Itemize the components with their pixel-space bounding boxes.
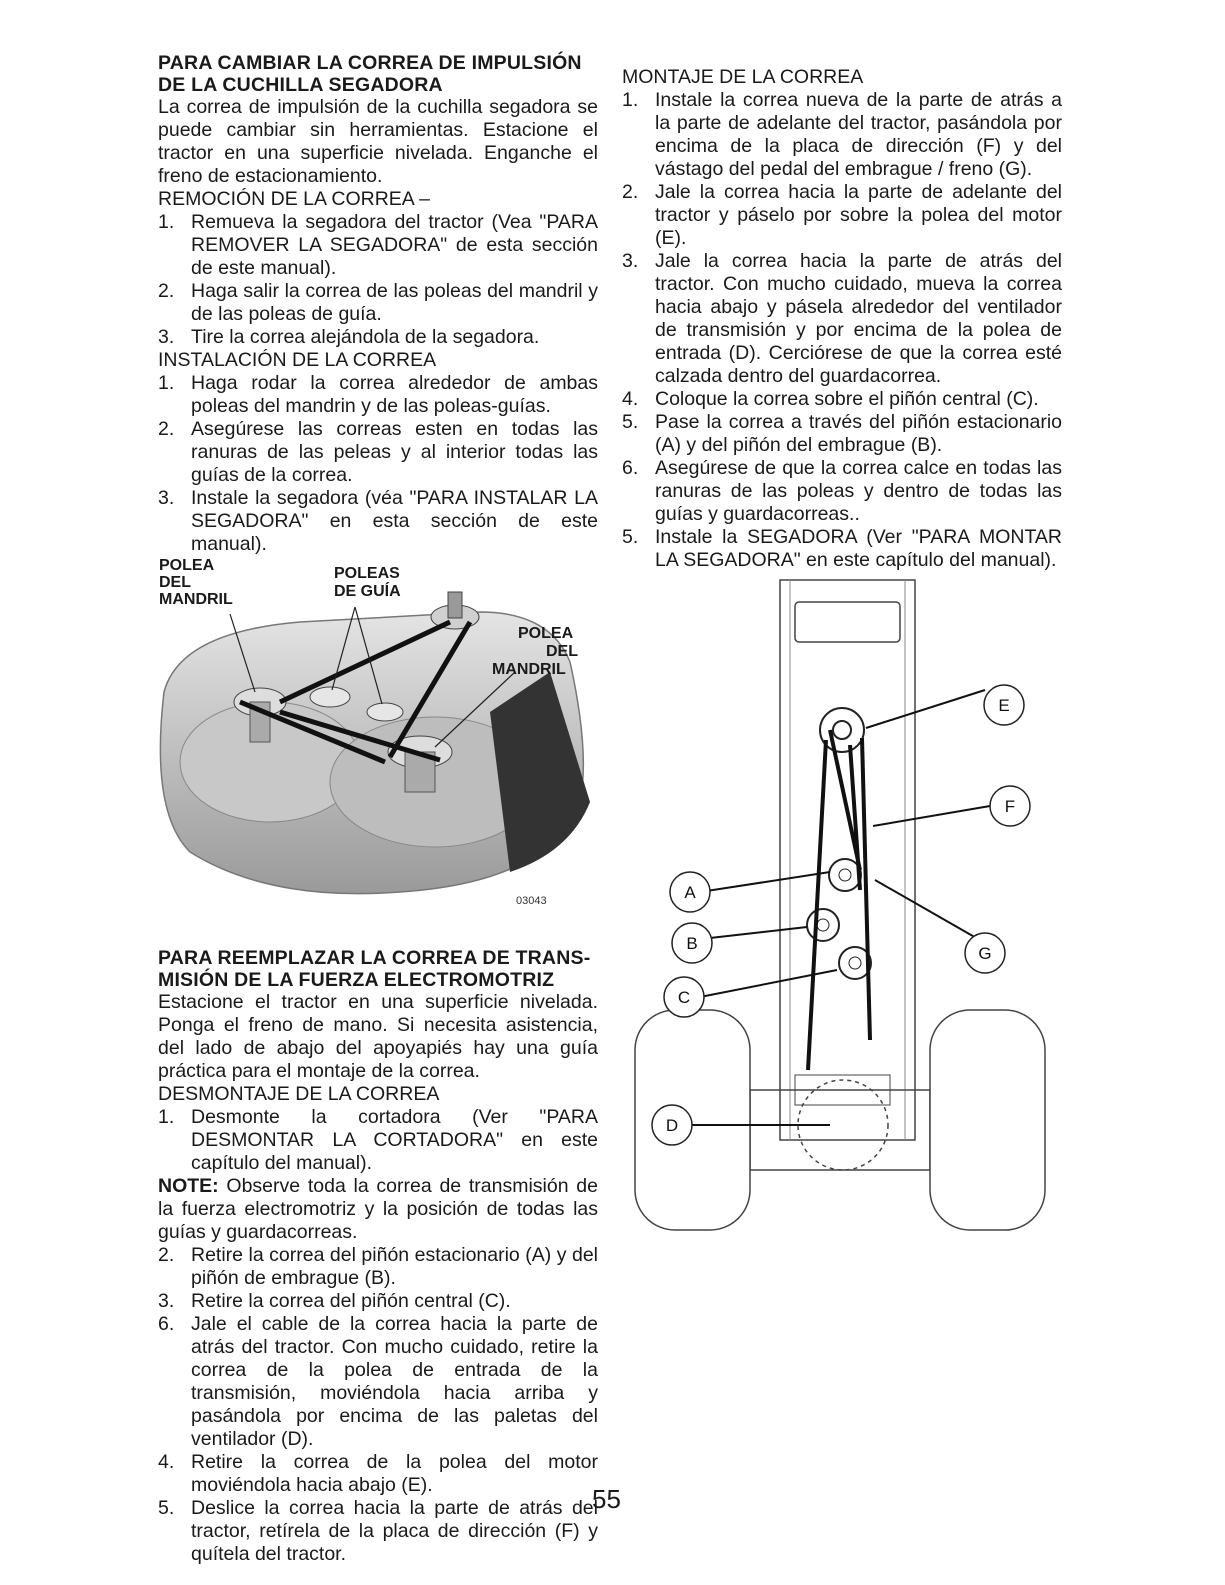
list-item — [158, 418, 598, 487]
step-number: 1. — [622, 89, 639, 111]
list-item — [158, 1451, 598, 1497]
list-item — [158, 326, 598, 349]
intro2-paragraph: Estacione el tractor en una superficie nivelada. Ponga el freno de mano. Si necesita asistencia, del lado de abajo del apoyapiés hay una guía práctica para el montaje de la correa. — [158, 991, 598, 1082]
mower-deck-figure — [150, 552, 600, 914]
list-item — [158, 211, 598, 280]
heading-blade-belt — [158, 52, 598, 96]
heading-pto-belt — [158, 947, 598, 991]
list-item — [158, 1290, 598, 1313]
step-text: Haga salir la correa de las poleas del mandril y de las poleas de guía. — [191, 280, 598, 325]
left-column-lower — [158, 947, 598, 1566]
pto-belt — [808, 730, 870, 1070]
label-e: E — [998, 696, 1010, 715]
step-number: 2. — [158, 418, 175, 440]
install-title: INSTALACIÓN DE LA CORREA — [158, 349, 437, 371]
list-item — [158, 280, 598, 326]
heading-line: PARA REEMPLAZAR LA CORREA DE TRANS- — [158, 947, 591, 969]
step-number: 5. — [158, 1497, 175, 1519]
step-number: 2. — [158, 280, 175, 302]
label-g: G — [978, 944, 992, 963]
list-item — [158, 487, 598, 556]
step-text: Asegúrese las correas esten en todas las ranuras de las peleas y al interior todas las guías de la correa. — [191, 418, 598, 486]
idler-post — [448, 592, 462, 618]
guide-pulley-2 — [367, 703, 403, 721]
step-text: Tire la correa alejándola de la segadora. — [191, 326, 540, 348]
step-text: Retire la correa del piñón estacionario (A) y del piñón de embrague (B). — [191, 1244, 598, 1289]
step-text: Jale el cable de la correa hacia la parte de atrás del tractor. Con mucho cuidado, retire la correa de la polea de entrada de la transmisión, moviéndola hacia arriba y pasándola por encima de las paletas del ventilador (D). — [191, 1313, 598, 1450]
list-item — [622, 388, 1062, 411]
step-text: Asegúrese de que la correa calce en todas las ranuras de las poleas y dentro de todas las guías y guardacorreas.. — [655, 457, 1062, 525]
removal-steps — [158, 211, 598, 349]
figure-code: 03043 — [516, 895, 547, 907]
label-guide-pulleys: POLEAS DE GUÍA — [334, 565, 401, 600]
list-item — [622, 526, 1062, 572]
arrow-e — [866, 690, 985, 728]
label-a: A — [684, 883, 696, 902]
step-number: 6. — [622, 457, 639, 479]
left-column — [158, 52, 598, 556]
label-b: B — [686, 934, 698, 953]
guide-pulley-1 — [310, 687, 350, 707]
arrow-b — [710, 927, 807, 938]
step-number: 4. — [622, 388, 639, 410]
list-item — [158, 1244, 598, 1290]
step-number: 1. — [158, 211, 175, 233]
rear-wheel-right — [930, 1010, 1045, 1230]
step-text: Retire la correa del piñón central (C). — [191, 1290, 511, 1312]
step-text: Remueva la segadora del tractor (Vea "PARA REMOVER LA SEGADORA" de esta sección de este manual). — [191, 211, 598, 279]
heading-line: DE LA CUCHILLA SEGADORA — [158, 74, 443, 96]
list-item — [158, 372, 598, 418]
clutch-pulley-b — [807, 909, 839, 941]
list-item — [622, 250, 1062, 388]
label-spindle-pulley-c: POLEA DEL MANDRIL — [492, 625, 578, 678]
list-item — [158, 1313, 598, 1451]
list-item — [622, 89, 1062, 181]
mount-steps — [622, 89, 1062, 572]
arrow-c — [700, 970, 837, 997]
right-column — [622, 66, 1062, 572]
step-number: 4. — [158, 1451, 175, 1473]
step-text: Jale la correa hacia la parte de adelante del tractor y páselo por sobre la polea del motor (E). — [655, 181, 1062, 249]
arrow-a — [700, 872, 830, 892]
dismount-steps-b — [158, 1244, 598, 1566]
note-text: Observe toda la correa de transmisión de la fuerza electromotriz y la posición de todas las guías y guardacorreas. — [158, 1175, 598, 1243]
note-paragraph — [158, 1175, 598, 1244]
mount-title: MONTAJE DE LA CORREA — [622, 66, 864, 88]
step-text: Jale la correa hacia la parte de atrás del tractor. Con mucho cuidado, mueva la correa hacia abajo y pásela alrededor del ventilador de transmisión y por encima de la polea de entrada (D). Cerciórese de que la correa esté calzada dentro del guardacorrea. — [655, 250, 1062, 387]
step-text: Haga rodar la correa alrededor de ambas poleas del mandrin y de las poleas-guías. — [191, 372, 598, 417]
step-number: 3. — [158, 326, 175, 348]
label-spindle-pulley-a: POLEA DEL MANDRIL — [159, 557, 233, 608]
step-number: 5. — [622, 411, 639, 433]
step-number: 5. — [622, 526, 639, 548]
step-number: 6. — [158, 1313, 175, 1335]
note-label: NOTE: — [158, 1175, 219, 1197]
belt-routing-figure — [630, 570, 1050, 1250]
label-d: D — [665, 1116, 679, 1135]
front-plate — [795, 602, 900, 642]
removal-title: REMOCIÓN DE LA CORREA – — [158, 188, 430, 210]
arrow-f — [873, 806, 990, 826]
label-f: F — [1004, 797, 1016, 816]
step-number: 3. — [158, 487, 175, 509]
heading-line: PARA CAMBIAR LA CORREA DE IMPULSIÓN — [158, 52, 582, 74]
intro-paragraph: La correa de impulsión de la cuchilla segadora se puede cambiar sin herramientas. Estacione el tractor en una superficie nivelada. Enganche el freno de estacionamiento. — [158, 96, 598, 187]
list-item — [622, 457, 1062, 526]
step-text: Instale la SEGADORA (Ver "PARA MONTAR LA SEGADORA" en este capítulo del manual). — [655, 526, 1062, 571]
install-steps — [158, 372, 598, 556]
list-item — [158, 1106, 598, 1175]
rear-axle — [750, 1090, 930, 1170]
step-text: Pase la correa a través del piñón estacionario (A) y del piñón del embrague (B). — [655, 411, 1062, 456]
dismount-title: DESMONTAJE DE LA CORREA — [158, 1083, 440, 1105]
step-number: 2. — [622, 181, 639, 203]
step-text: Retire la correa de la polea del motor moviéndola hacia abajo (E). — [191, 1451, 598, 1496]
step-number: 2. — [158, 1244, 175, 1266]
list-item — [158, 1497, 598, 1566]
arrow-g — [875, 880, 985, 943]
list-item — [622, 181, 1062, 250]
step-text: Instale la segadora (véa "PARA INSTALAR LA SEGADORA" en esta sección de este manual). — [191, 487, 598, 555]
step-text: Deslice la correa hacia la parte de atrás del tractor, retírela de la placa de dirección (F) y quítela del tractor. — [191, 1497, 598, 1565]
step-number: 1. — [158, 1106, 175, 1128]
step-number: 3. — [622, 250, 639, 272]
step-text: Desmonte la cortadora (Ver "PARA DESMONTAR LA CORTADORA" en este capítulo del manual). — [191, 1106, 598, 1174]
step-text: Instale la correa nueva de la parte de atrás a la parte de adelante del tractor, pasándola por encima de la placa de dirección (F) y del vástago del pedal del embrague / freno (G). — [655, 89, 1062, 180]
heading-line: MISIÓN DE LA FUERZA ELECTROMOTRIZ — [158, 969, 555, 991]
step-text: Coloque la correa sobre el piñón central (C). — [655, 388, 1039, 410]
step-number: 3. — [158, 1290, 175, 1312]
list-item — [622, 411, 1062, 457]
dismount-steps-a — [158, 1106, 598, 1175]
page-number: 55 — [592, 1484, 621, 1514]
step-number: 1. — [158, 372, 175, 394]
label-c: C — [677, 988, 691, 1007]
